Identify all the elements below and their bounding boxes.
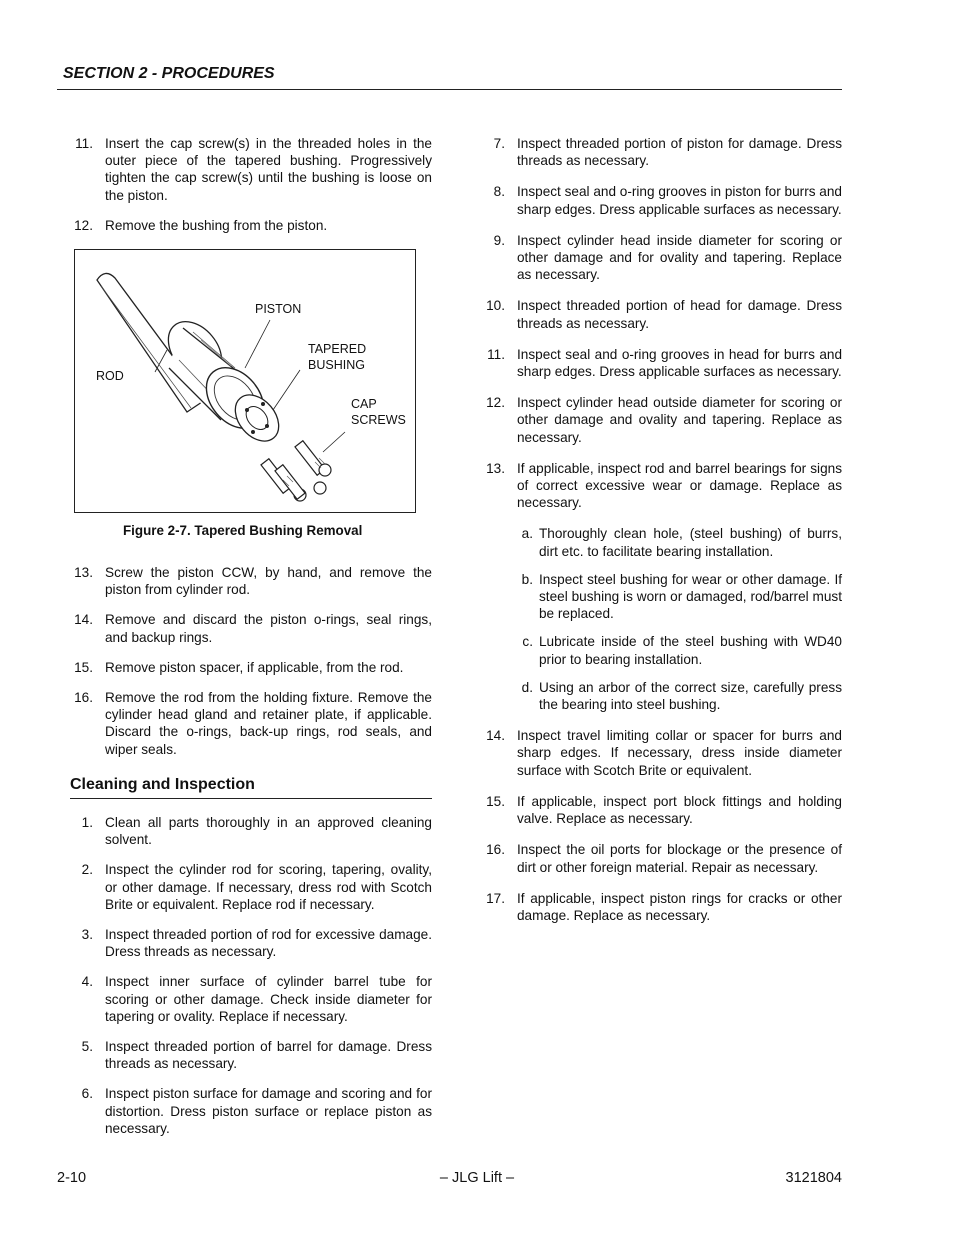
sub-item-text: Thoroughly clean hole, (steel bushing) of burrs, dirt etc. to facilitate bearing installation. bbox=[539, 526, 842, 559]
item-number: 14. bbox=[74, 612, 93, 628]
item-text: Inspect inner surface of cylinder barrel tube for scoring or other damage. Check inside diameter for tapering or ovality. Replace if necessary. bbox=[105, 974, 432, 1024]
item-number: 2. bbox=[81, 862, 93, 878]
item-number: 5. bbox=[81, 1039, 93, 1055]
list-item bbox=[482, 232, 842, 284]
item-text: Inspect cylinder head inside diameter for scoring or other damage and for ovality and tapering. Replace as necessary. bbox=[517, 232, 842, 283]
list-item bbox=[70, 659, 432, 676]
item-text: If applicable, inspect rod and barrel bearings for signs of correct excessive wear or damage. Replace as necessary. bbox=[517, 460, 842, 511]
list-item bbox=[70, 135, 432, 204]
item-text: Insert the cap screw(s) in the threaded holes in the outer piece of the tapered bushing. Progressively tighten the cap screw(s) until the bushing is loose on the piston. bbox=[105, 136, 432, 203]
left-column-middle bbox=[70, 564, 432, 758]
sub-list-item bbox=[482, 525, 842, 559]
item-number: 13. bbox=[74, 565, 93, 580]
item-text: Inspect piston surface for damage and scoring and for distortion. Dress piston surface or replace piston as necessary. bbox=[105, 1086, 432, 1136]
list-item bbox=[482, 460, 842, 512]
label-cap: CAP bbox=[351, 397, 377, 411]
list-item bbox=[482, 727, 842, 779]
item-text: Remove the bushing from the piston. bbox=[105, 217, 328, 233]
item-text: Inspect threaded portion of head for damage. Dress threads as necessary. bbox=[517, 298, 842, 331]
item-text: Clean all parts thoroughly in an approved cleaning solvent. bbox=[105, 815, 432, 848]
section-title: SECTION 2 - PROCEDURES bbox=[63, 65, 275, 82]
item-text: Inspect cylinder head outside diameter for scoring or other damage and ovality and tapering. Replace as necessary. bbox=[517, 395, 842, 445]
label-tapered: TAPERED bbox=[308, 342, 367, 356]
sub-list-item bbox=[482, 571, 842, 623]
page-header bbox=[57, 64, 842, 90]
item-number: 16. bbox=[486, 842, 505, 858]
list-item bbox=[482, 793, 842, 827]
item-number: 8. bbox=[493, 184, 505, 200]
item-text: Inspect seal and o-ring grooves in head for burrs and sharp edges. Dress applicable surfaces as necessary. bbox=[517, 346, 842, 380]
list-item bbox=[482, 297, 842, 331]
list-item bbox=[70, 814, 432, 848]
list-item bbox=[482, 135, 842, 169]
list-item bbox=[482, 183, 842, 217]
list-item bbox=[482, 346, 842, 380]
item-text: Remove the rod from the holding fixture. Remove the cylinder head gland and retainer plate, if applicable. Discard the o-rings, back-up rings, rod seals, and wiper seals. bbox=[105, 690, 432, 757]
item-text: Screw the piston CCW, by hand, and remove the piston from cylinder rod. bbox=[105, 565, 432, 598]
sub-list-item bbox=[482, 633, 842, 667]
item-text: If applicable, inspect piston rings for cracks or other damage. Replace as necessary. bbox=[517, 890, 842, 923]
sub-item-text: Inspect steel bushing for wear or other damage. If steel bushing is worn or damaged, rod/barrel must be replaced. bbox=[539, 571, 842, 622]
bushing-illustration bbox=[75, 250, 415, 512]
list-item bbox=[70, 1085, 432, 1137]
list-item bbox=[70, 926, 432, 960]
item-text: Inspect threaded portion of rod for excessive damage. Dress threads as necessary. bbox=[105, 927, 432, 960]
item-text: Inspect seal and o-ring grooves in piston for burrs and sharp edges. Dress applicable surfaces as necessary. bbox=[517, 184, 842, 217]
list-item bbox=[70, 611, 432, 645]
item-number: 11. bbox=[75, 136, 93, 151]
item-number: 16. bbox=[74, 690, 93, 706]
item-number: 11. bbox=[487, 346, 505, 362]
item-text: If applicable, inspect port block fittings and holding valve. Replace as necessary. bbox=[517, 793, 842, 827]
list-item bbox=[70, 861, 432, 913]
list-item bbox=[70, 973, 432, 1025]
sub-item-letter: a. bbox=[521, 526, 533, 542]
label-rod: ROD bbox=[96, 369, 124, 383]
item-text: Inspect travel limiting collar or spacer for burrs and sharp edges. If necessary, dress inside diameter surface with Scotch Brite or equivalent. bbox=[517, 728, 842, 778]
document-number: 3121804 bbox=[785, 1170, 842, 1186]
figure-caption: Figure 2-7. Tapered Bushing Removal bbox=[123, 523, 363, 538]
item-number: 9. bbox=[493, 232, 505, 248]
item-text: Inspect threaded portion of barrel for damage. Dress threads as necessary. bbox=[105, 1039, 432, 1072]
item-text: Inspect the cylinder rod for scoring, tapering, ovality, or other damage. If necessary, dress rod with Scotch Brite or equivalent. Replace rod if necessary. bbox=[105, 862, 432, 912]
label-screws: SCREWS bbox=[351, 413, 406, 427]
list-item bbox=[482, 394, 842, 446]
list-item bbox=[70, 217, 432, 234]
item-number: 15. bbox=[486, 793, 505, 809]
list-item bbox=[482, 890, 842, 924]
footer-publisher: – JLG Lift – bbox=[439, 1170, 515, 1186]
item-text: Remove and discard the piston o-rings, seal rings, and backup rings. bbox=[105, 612, 432, 645]
label-piston: PISTON bbox=[255, 302, 302, 316]
item-number: 6. bbox=[81, 1086, 93, 1102]
item-number: 4. bbox=[81, 974, 93, 990]
item-number: 12. bbox=[74, 217, 93, 233]
item-text: Inspect threaded portion of piston for damage. Dress threads as necessary. bbox=[517, 136, 842, 169]
item-number: 7. bbox=[493, 136, 505, 151]
item-number: 15. bbox=[74, 659, 93, 675]
item-number: 12. bbox=[486, 395, 505, 411]
item-number: 3. bbox=[81, 927, 93, 943]
sub-item-letter: b. bbox=[521, 571, 533, 587]
list-item bbox=[70, 1038, 432, 1072]
list-item bbox=[482, 841, 842, 875]
left-column-bottom bbox=[70, 814, 432, 1137]
item-number: 13. bbox=[486, 460, 505, 476]
item-number: 14. bbox=[486, 728, 505, 744]
left-column-top bbox=[70, 135, 432, 234]
list-item bbox=[70, 689, 432, 758]
sub-item-text: Lubricate inside of the steel bushing with WD40 prior to bearing installation. bbox=[539, 634, 842, 667]
right-column bbox=[482, 135, 842, 924]
item-text: Remove piston spacer, if applicable, from the rod. bbox=[105, 659, 404, 675]
list-item bbox=[70, 564, 432, 598]
sub-list-item bbox=[482, 679, 842, 713]
sub-item-letter: c. bbox=[522, 634, 533, 650]
label-bushing: BUSHING bbox=[308, 358, 365, 372]
item-number: 17. bbox=[486, 890, 505, 906]
page-number: 2-10 bbox=[57, 1170, 87, 1186]
item-number: 10. bbox=[486, 298, 505, 314]
sub-item-letter: d. bbox=[521, 679, 533, 695]
item-number: 1. bbox=[81, 815, 93, 830]
figure-tapered-bushing bbox=[74, 249, 416, 513]
item-text: Inspect the oil ports for blockage or the presence of dirt or other foreign material. Repair as necessary. bbox=[517, 842, 842, 875]
section-heading: Cleaning and Inspection bbox=[70, 776, 432, 799]
sub-item-text: Using an arbor of the correct size, carefully press the bearing into steel bushing. bbox=[539, 679, 842, 713]
